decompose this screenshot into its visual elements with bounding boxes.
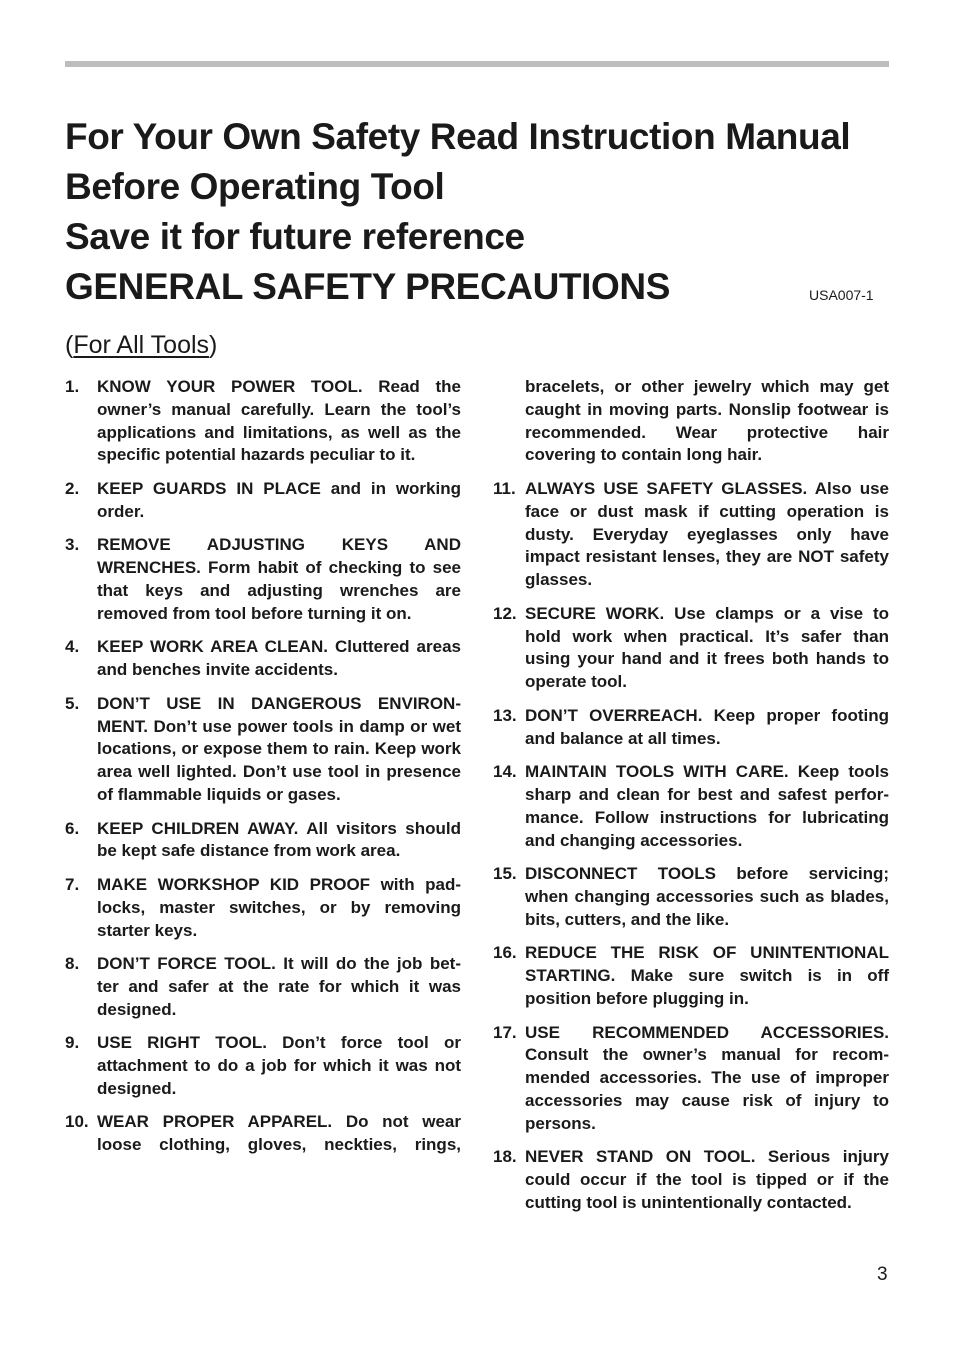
item-number: 6. [65, 818, 80, 838]
list-item [493, 705, 889, 751]
left-column [65, 376, 461, 1168]
item-number: 5. [65, 693, 80, 713]
top-rule [65, 61, 889, 67]
item-text: KEEP CHILDREN AWAY. All visitors should be kept safe distance from work area. [97, 818, 461, 861]
item-number: 12. [493, 603, 517, 623]
list-item [65, 818, 461, 864]
item-number: 9. [65, 1033, 80, 1053]
item-number: 15. [493, 864, 517, 884]
item-text: REMOVE ADJUSTING KEYS AND WRENCHES. Form habit of checking to see that keys and adjusting wrenches are removed from tool before turning it on. [97, 535, 461, 623]
list-item [65, 953, 461, 1021]
list-item [493, 761, 889, 852]
item-number: 14. [493, 762, 517, 782]
item-number: 4. [65, 637, 80, 657]
list-item [65, 874, 461, 942]
item-text: DON’T FORCE TOOL. It will do the job bet-ter and safer at the rate for which it was designed. [97, 954, 461, 1019]
item-text: KEEP GUARDS IN PLACE and in working order. [97, 478, 461, 521]
list-item [65, 636, 461, 682]
subtitle-open-paren: ( [65, 331, 74, 359]
item-text: USE RIGHT TOOL. Don’t force tool or attachment to do a job for which it was not designed. [97, 1033, 461, 1098]
item-text: REDUCE THE RISK OF UNINTENTIONAL STARTING. Make sure switch is in off position before plugging in. [525, 943, 889, 1008]
item-number: 3. [65, 535, 80, 555]
title-line-2: Before Operating Tool [65, 166, 445, 207]
list-item [65, 376, 461, 467]
item-text: KNOW YOUR POWER TOOL. Read the owner’s manual carefully. Learn the tool’s applications and limitations, as well as the specific potential hazards peculiar to it. [97, 377, 461, 465]
list-item [493, 478, 889, 592]
item-10-continuation: bracelets, or other jewelry which may get caught in moving parts. Nonslip footwear is recommended. Wear protective hair covering to contain long hair. [525, 377, 889, 465]
list-item [493, 942, 889, 1010]
item-text: MAKE WORKSHOP KID PROOF with pad-locks, master switches, or by removing starter keys. [97, 874, 461, 940]
item-number: 13. [493, 705, 517, 725]
document-code: USA007-1 [809, 287, 874, 303]
item-number: 16. [493, 943, 517, 963]
list-item [493, 603, 889, 694]
list-item [493, 863, 889, 931]
list-item [65, 1111, 461, 1157]
title-line-3: Save it for future reference [65, 216, 525, 257]
item-text: KEEP WORK AREA CLEAN. Cluttered areas and benches invite accidents. [97, 637, 461, 680]
item-text: ALWAYS USE SAFETY GLASSES. Also use face or dust mask if cutting operation is dusty. Everyday eyeglasses only have impact resistant lenses, they are NOT safety glasses. [525, 478, 889, 590]
item-text: SECURE WORK. Use clamps or a vise to hold work when practical. It’s safer than using your hand and it frees both hands to operate tool. [525, 603, 889, 692]
item-number: 8. [65, 954, 80, 974]
list-item [493, 1146, 889, 1214]
item-text: USE RECOMMENDED ACCESSORIES. Consult the owner’s manual for recom-mended accessories. The use of improper accessories may cause risk of injury to persons. [525, 1022, 889, 1133]
list-item [65, 478, 461, 524]
list-item [65, 534, 461, 625]
item-text: MAINTAIN TOOLS WITH CARE. Keep tools sharp and clean for best and safest perfor-mance. Follow instructions for lubricating and changing accessories. [525, 762, 889, 850]
item-text: NEVER STAND ON TOOL. Serious injury could occur if the tool is tipped or if the cutting tool is unintentionally contacted. [525, 1147, 889, 1212]
item-text: DON’T USE IN DANGEROUS ENVIRON-MENT. Don’t use power tools in damp or wet locations, or expose them to rain. Keep work area well lighted. Don’t use tool in presence of flammable liquids or gases. [97, 693, 461, 804]
item-number: 1. [65, 377, 80, 396]
right-column [493, 376, 889, 1225]
subtitle-close-paren: ) [209, 331, 218, 359]
list-item [65, 1032, 461, 1100]
subtitle-text: For All Tools [73, 331, 210, 359]
item-number: 7. [65, 874, 80, 894]
item-number: 18. [493, 1147, 517, 1167]
title-line-1: For Your Own Safety Read Instruction Manual [65, 116, 851, 157]
item-number: 11. [493, 478, 516, 498]
page-number: 3 [877, 1264, 888, 1285]
title-block [65, 112, 895, 312]
subtitle [65, 331, 217, 360]
item-number: 17. [493, 1022, 517, 1042]
item-text: WEAR PROPER APPAREL. Do not wear loose clothing, gloves, neckties, rings, [97, 1112, 461, 1155]
list-item [65, 693, 461, 807]
item-number: 10. [65, 1112, 89, 1132]
item-number: 2. [65, 478, 80, 498]
title-line-4: GENERAL SAFETY PRECAUTIONS [65, 266, 670, 307]
item-text: DON’T OVERREACH. Keep proper footing and balance at all times. [525, 705, 889, 748]
list-item [493, 1022, 889, 1136]
item-text: DISCONNECT TOOLS before servicing; when changing accessories such as blades, bits, cutters, and the like. [525, 864, 889, 929]
